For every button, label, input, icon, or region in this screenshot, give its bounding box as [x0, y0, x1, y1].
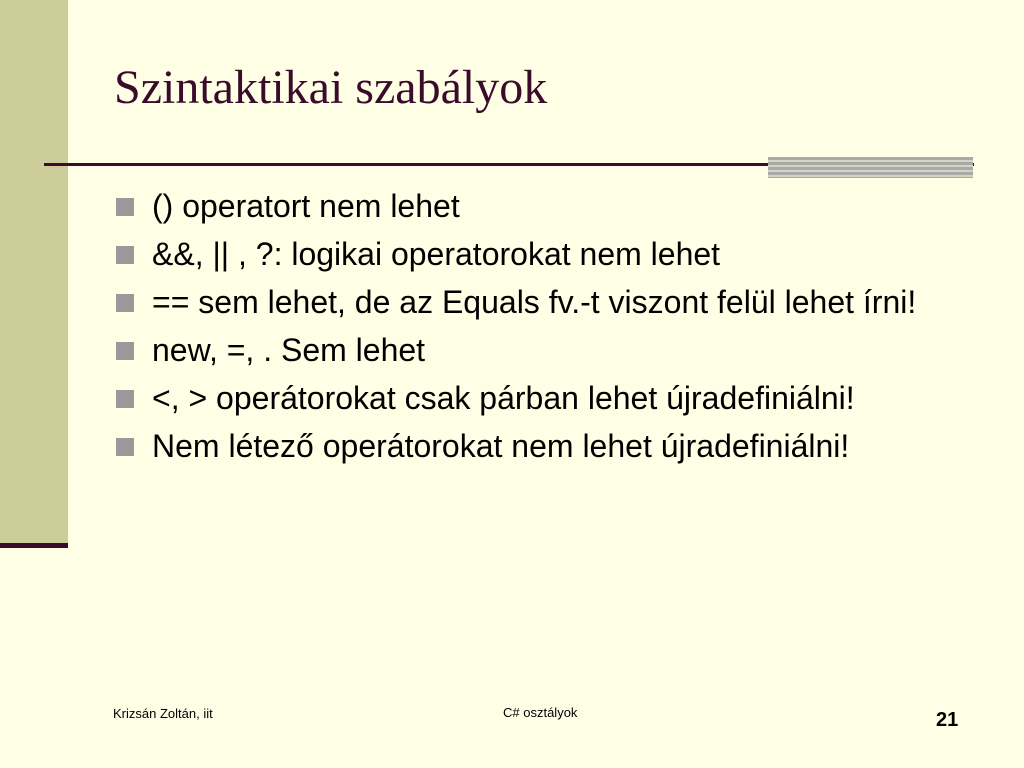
square-bullet-icon [116, 294, 134, 312]
bullet-item [116, 281, 976, 324]
bullet-item [116, 329, 976, 372]
bullet-text: <, > operátorokat csak párban lehet újradefiniálni! [152, 380, 855, 416]
left-band-underline [0, 543, 68, 548]
bullet-item [116, 185, 976, 228]
bullet-item [116, 425, 976, 468]
bullet-text: () operatort nem lehet [152, 188, 460, 224]
left-decorative-band [0, 0, 68, 545]
page-number: 21 [936, 709, 959, 731]
bullet-text: Nem létező operátorokat nem lehet újradefiniálni! [152, 428, 850, 464]
bullet-item [116, 233, 976, 276]
bullet-text: == sem lehet, de az Equals fv.-t viszont felül lehet írni! [152, 284, 917, 320]
footer-author: Krizsán Zoltán, iit [113, 706, 213, 721]
slide-title: Szintaktikai szabályok [114, 61, 548, 114]
square-bullet-icon [116, 390, 134, 408]
square-bullet-icon [116, 342, 134, 360]
footer-topic: C# osztályok [503, 705, 578, 720]
bullet-text: new, =, . Sem lehet [152, 332, 426, 368]
square-bullet-icon [116, 198, 134, 216]
bullet-list [116, 185, 976, 473]
square-bullet-icon [116, 438, 134, 456]
bullet-text: &&, || , ?: logikai operatorokat nem lehet [152, 236, 721, 272]
bullet-item [116, 377, 976, 420]
square-bullet-icon [116, 246, 134, 264]
decorative-gray-bar [768, 157, 973, 178]
